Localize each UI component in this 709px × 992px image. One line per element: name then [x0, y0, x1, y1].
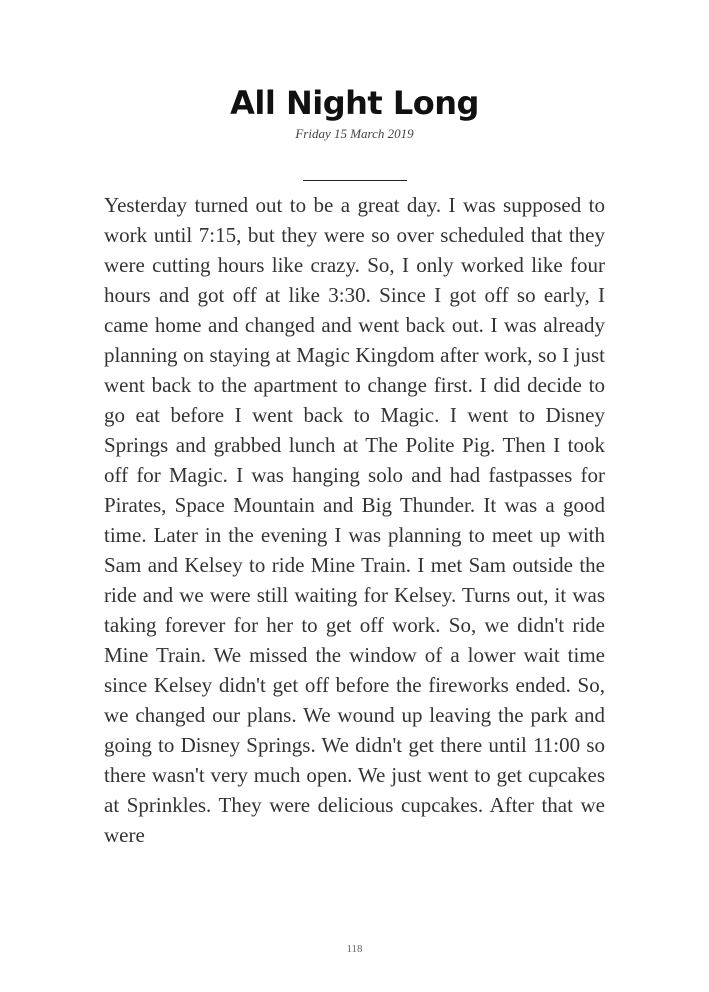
page-number: 118 [346, 943, 363, 955]
page-title: All Night Long [230, 84, 479, 122]
body-text: Yesterday turned out to be a great day. I was supposed to work until 7:15, but they were so over scheduled that they were cutting hours like crazy. So, I only worked like four hours and got off at like 3:30. Since I got off so early, I came home and changed and went back out. I was already planning on staying at Magic Kingdom after work, so I just went back to the apartment to change first. I did decide to go eat before I went back to Magic. I went to Disney Springs and grabbed lunch at The Polite Pig. Then I took off for Magic. I was hanging solo and had fastpasses for Pirates, Space Mountain and Big Thunder. It was a good time. Later in the evening I was planning to meet up with Sam and Kelsey to ride Mine Train. I met Sam outside the ride and we were still waiting for Kelsey. Turns out, it was taking forever for her to get off work. So, we didn't ride Mine Train. We missed the window of a lower wait time since Kelsey didn't get off before the fireworks ended. So, we changed our plans. We wound up leaving the park and going to Disney Springs. We didn't get there until 11:00 so there wasn't very much open. We just went to get cupcakes at Sprinkles. They were delicious cupcakes. After that we were [104, 193, 605, 847]
entry-date: Friday 15 March 2019 [295, 126, 414, 141]
title-divider [303, 180, 407, 181]
